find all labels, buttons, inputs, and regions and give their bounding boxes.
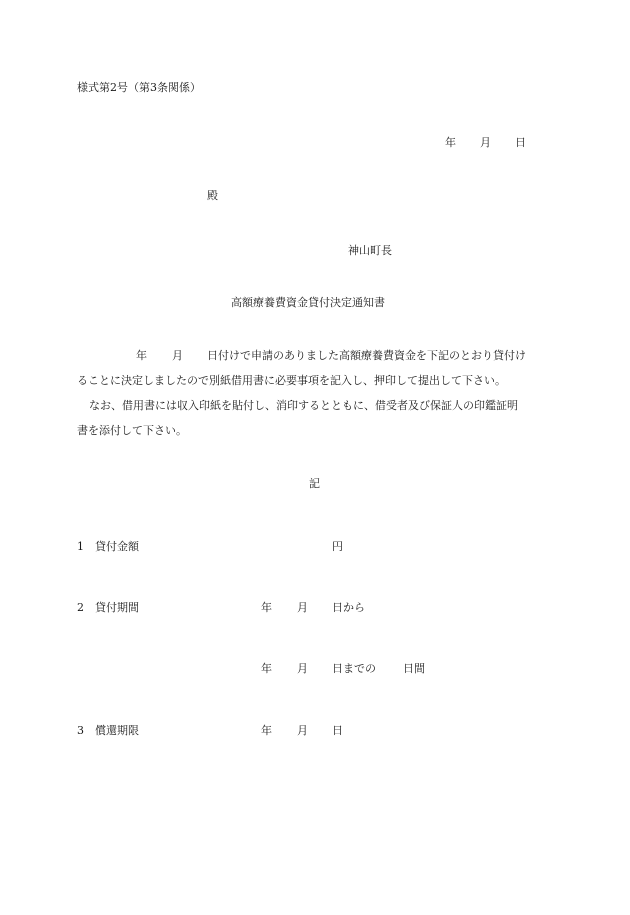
item3-month: 月: [297, 724, 308, 737]
document-title: 高額療養費資金貸付決定通知書: [231, 296, 385, 309]
date-month-label: 月: [480, 136, 491, 149]
item1-unit: 円: [332, 540, 343, 553]
item2-from-month: 月: [297, 601, 308, 614]
item2-to-year: 年: [261, 662, 272, 675]
body-line-3: なお、借用書には収入印紙を貼付し、消印するとともに、借受者及び保証人の印鑑証明: [89, 399, 518, 412]
item2-to-day: 日までの: [332, 662, 376, 675]
recipient-suffix: 殿: [207, 189, 218, 202]
ki-marker: 記: [309, 477, 320, 490]
item1-number: 1: [77, 540, 84, 553]
body-line-2: ることに決定しましたので別紙借用書に必要事項を記入し、押印して提出して下さい。: [77, 374, 506, 387]
date-day-label: 日: [515, 136, 526, 149]
form-number: 様式第2号（第3条関係）: [77, 81, 201, 94]
body-month-label: 月: [172, 349, 183, 362]
item3-year: 年: [261, 724, 272, 737]
item3-label: 償還期限: [95, 724, 139, 737]
date-year-label: 年: [445, 136, 456, 149]
item2-to-month: 月: [297, 662, 308, 675]
item3-number: 3: [77, 724, 84, 737]
issuer-name: 神山町長: [348, 244, 392, 257]
body-line-1: 日付けで申請のありました高額療養費資金を下記のとおり貸付け: [207, 349, 526, 362]
item2-days: 日間: [403, 662, 425, 675]
body-year-label: 年: [136, 349, 147, 362]
body-line-4: 書を添付して下さい。: [77, 424, 187, 437]
item2-label: 貸付期間: [95, 601, 139, 614]
item1-label: 貸付金額: [95, 540, 139, 553]
item2-from-day: 日から: [332, 601, 365, 614]
item3-day: 日: [332, 724, 343, 737]
item2-from-year: 年: [261, 601, 272, 614]
item2-number: 2: [77, 601, 84, 614]
